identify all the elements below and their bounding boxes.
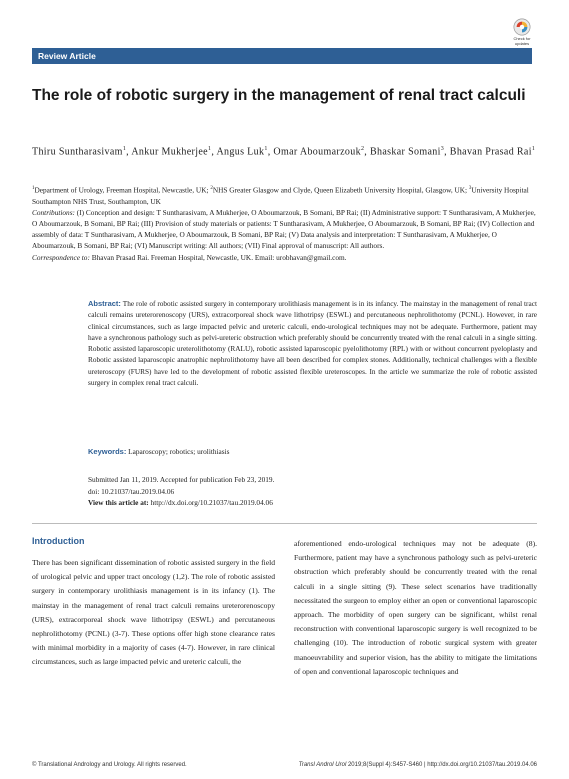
submission-dates: Submitted Jan 11, 2019. Accepted for publication Feb 23, 2019.: [88, 475, 275, 484]
badge-label-line1: Check for: [513, 36, 531, 41]
author-name: Thiru Suntharasivam: [32, 146, 123, 158]
keywords: [88, 447, 537, 456]
affiliation-3: University Hospital Southampton NHS Trust, Southampton, UK: [32, 185, 529, 206]
copyright-text: © Translational Andrology and Urology. All rights reserved.: [32, 762, 187, 768]
publication-dates: [88, 474, 537, 509]
keywords-label: Keywords:: [88, 447, 127, 456]
author-affiliation-mark: 3: [440, 146, 445, 152]
citation-text: 2019;8(Suppl 4):S457-S460 | http://dx.doi.org/10.21037/tau.2019.04.06: [346, 762, 537, 768]
body-column-right: aforementioned endo-urological techniques may not be adequate (8). Furthermore, patient may have a synchronous pathology such as pelvi-ureteric obstruction which preferably should be concurrently treated with the renal calculi in a single sitting (9). These select scenarios have traditionally necessitated the surgeon to employ either an open or conventional laparoscopic approach. The morbidity of open surgery can be significant, whilst renal reconstruction with conventional laparoscopic surgery is well recognized to be challenging (10). The introduction of robotic surgical system with greater manoeuvrability and superior vision, has the ability to mitigate the limitations of open and conventional laparoscopic techniques and: [294, 539, 537, 676]
keywords-text: Laparoscopy; robotics; urolithiasis: [126, 447, 230, 456]
author-name: Bhavan Prasad Rai: [449, 146, 532, 158]
abstract-text: The role of robotic assisted surgery in contemporary urolithiasis management is in its infancy. The mainstay in the management of renal tract calculi remains ureterorenoscopy (URS), extracorporeal shock wave lithotripsy (ESWL) and percutaneous nephrolithotomy (PCNL). However, in rare clinical circumstances, such as large impacted pelvic and ureteric calculi, endo-urological techniques may not be adequate. Furthermore, patient may have a synchronous pathology such as pelvi-ureteric obstruction which preferably should be concurrently treated with the renal calculi in a single sitting. Robotic assisted laparoscopic ureterolithotomy (RALU), robotic assisted laparoscopic pyelolithotomy (RPL) with or without concurrent pyeloplasty and Robotic assisted laparoscopic anatrophic nephrolithotomy have all been described for complex stones. Additionally, technical challenges with a flexible ureteroscopy (FURS) have led to the development of robotic assisted flexible ureteroscopes. In the article we summarize the role of robotic assisted surgery in complex renal tract calculi.: [88, 299, 537, 388]
citation-line: [299, 762, 537, 768]
introduction-heading: Introduction: [32, 536, 85, 546]
author-affiliation-mark: 1: [264, 146, 268, 152]
affiliation-1: Department of Urology, Freeman Hospital, Newcastle, UK;: [34, 185, 211, 195]
author-name: Omar Aboumarzouk: [273, 146, 361, 158]
view-article-label: View this article at:: [88, 498, 149, 507]
abstract: [88, 298, 537, 388]
author-affiliation-mark: 2: [360, 146, 365, 152]
section-divider: [32, 523, 537, 524]
check-updates-icon: [513, 18, 531, 36]
author-affiliation-mark: 1: [207, 146, 212, 152]
page-footer: [32, 762, 537, 768]
author-name: Ankur Mukherjee: [131, 146, 208, 158]
article-title: The role of robotic surgery in the management of renal tract calculi: [32, 87, 526, 104]
article-type-banner: Review Article: [32, 48, 532, 64]
correspondence-label: Correspondence to:: [32, 252, 90, 262]
view-article-line: [88, 497, 537, 509]
check-updates-label: [513, 37, 530, 46]
doi-text: doi: 10.21037/tau.2019.04.06: [88, 486, 175, 496]
author-name: Angus Luk: [216, 146, 265, 158]
journal-name: Transl Androl Urol: [298, 762, 347, 768]
contributions-text: (I) Conception and design: T Suntharasivam, A Mukherjee, O Aboumarzouk, B Somani, BP Rai; (II) Administrative support: T Suntharasivam, A Mukherjee, O Aboumarzouk, B Somani, BP Rai; (III) Provision of study materials or patients: T Suntharasivam, A Mukherjee, O Aboumarzouk, B Somani, BP Rai; (IV) Collection and assembly of data: T Suntharasivam, A Mukherjee, O Aboumarzouk, B Somani, BP Rai; (V) Data analysis and interpretation: T Suntharasivam, A Mukherjee, O Aboumarzouk, B Somani, BP Rai; (VI) Manuscript writing: All authors; (VII) Final approval of manuscript: All authors.: [32, 207, 536, 251]
author-affiliation-mark: 1: [122, 146, 127, 152]
affiliations-block: $^1$Department of Urology, Freeman Hospital, Newcastle, UK; $^2$NHS Greater Glasgow and Clyde, Queen Elizabeth University Hospital, Glasgow, UK; $^3$University Hospital Southampton NHS Trust, Southampton, UK Contributions: (I) Conception and design: T Suntharasivam, A Mukherjee, O Aboumarzouk, B Somani, BP Rai; (II) Administrative support: T Suntharasivam, A Mukherjee, O Aboumarzouk, B Somani, BP Rai; (III) Provision of study materials or patients: T Suntharasivam, A Mukherjee, O Aboumarzouk, B Somani, BP Rai; (IV) Collection and assembly of data: T Suntharasivam, A Mukherjee, O Aboumarzouk, B Somani, BP Rai; (V) Data analysis and interpretation: T Suntharasivam, A Mukherjee, O Aboumarzouk, B Somani, BP Rai; (VI) Manuscript writing: All authors; (VII) Final approval of manuscript: All authors. Correspondence to: Bhavan Prasad Rai. Freeman Hospital, Newcastle, UK. Email: urobhavan@gmail.com.: [32, 185, 536, 262]
author-name: Bhaskar Somani: [370, 146, 441, 158]
body-column-left: There has been significant dissemination of robotic assisted surgery in the field of urological pelvic and upper tract oncology (1,2). The role of robotic assisted surgery in contemporary urolithiasis management is in its infancy (1). The mainstay in the management of renal tract calculi remains ureterorenoscopy (URS), extracorporeal shock wave lithotripsy (ESWL) and percutaneous nephrolithotomy (PCNL) (3-7). These options offer high stone clearance rates with minimal morbidity in a majority of cases (4-7). However, in rare clinical circumstances, such as large impacted pelvic and ureteric calculi, the: [32, 558, 275, 667]
correspondence-text: Bhavan Prasad Rai. Freeman Hospital, Newcastle, UK. Email: urobhavan@gmail.com.: [89, 252, 347, 262]
author-list: Thiru Suntharasivam$^1$, Ankur Mukherjee$^1$, Angus Luk$^1$, Omar Aboumarzouk$^2$, Bhaskar Somani$^3$, Bhavan Prasad Rai$^1$: [32, 146, 536, 158]
view-article-link[interactable]: http://dx.doi.org/10.21037/tau.2019.04.06: [148, 498, 273, 507]
abstract-label: Abstract:: [88, 299, 121, 308]
affiliation-2: NHS Greater Glasgow and Clyde, Queen Elizabeth University Hospital, Glasgow, UK;: [212, 185, 469, 195]
check-for-updates-badge[interactable]: [508, 18, 536, 52]
badge-label-line2: updates: [514, 40, 530, 46]
contributions-label: Contributions:: [32, 207, 75, 217]
author-affiliation-mark: 1: [531, 146, 536, 152]
